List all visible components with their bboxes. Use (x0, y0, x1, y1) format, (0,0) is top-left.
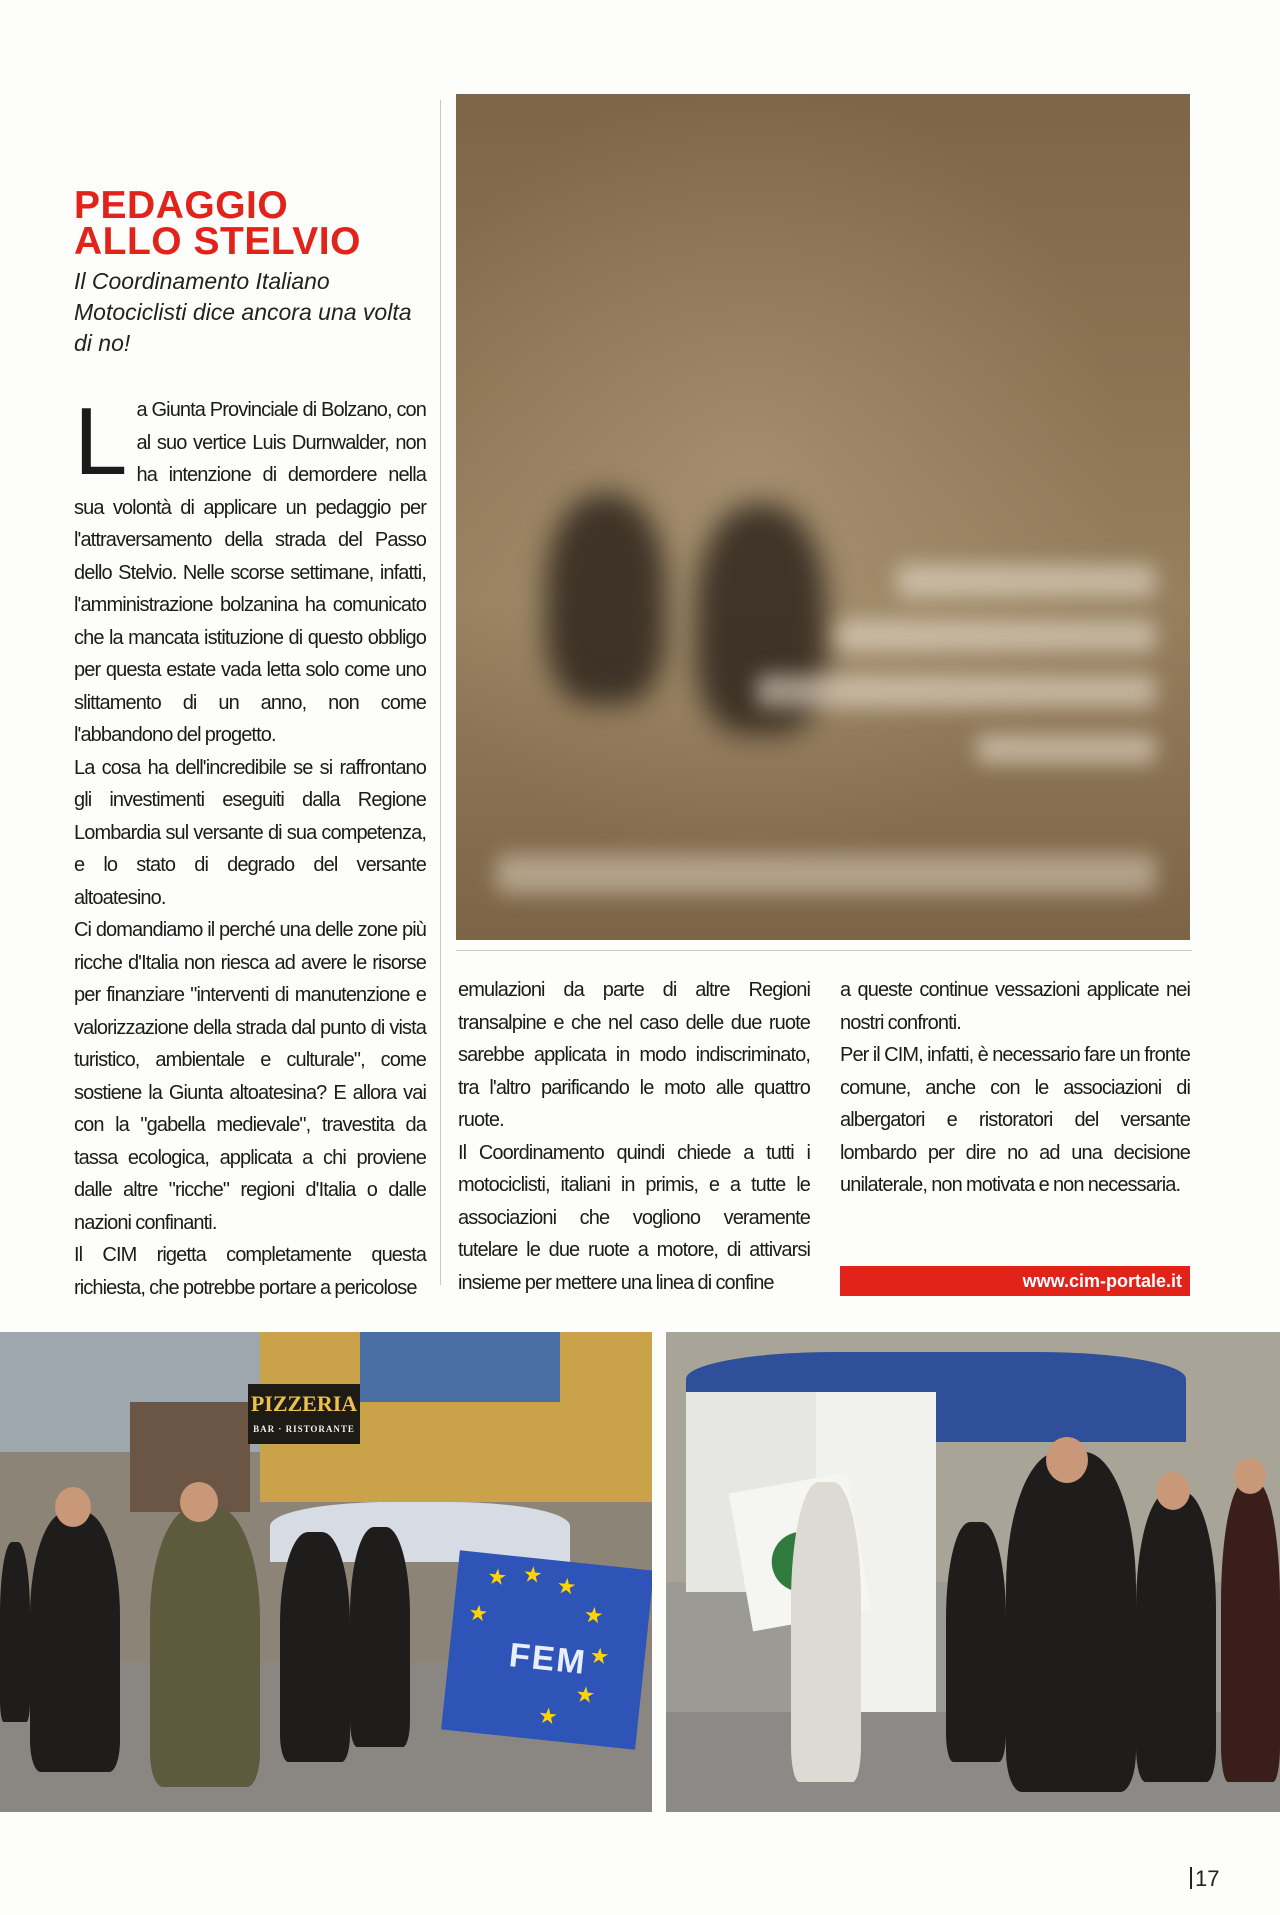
paragraph-6: Il Coordinamento quindi chiede a tutti i motociclisti, italiani in primis, e a tutte le associazioni che vogliono veramente tutelare le due ruote a motore, di attivarsi insieme per mettere una linea di confine (458, 1141, 810, 1294)
person-head (1234, 1458, 1266, 1494)
headline-line-1: PEDAGGIO (74, 184, 289, 227)
person (1006, 1452, 1136, 1792)
website-link-bar[interactable]: www.cim-portale.it (840, 1266, 1190, 1296)
headline-line-2: ALLO STELVIO (74, 220, 361, 263)
fem-flag (441, 1550, 652, 1749)
flag-text: FEM (507, 1636, 589, 1683)
flag-star-icon: ★ (588, 1642, 611, 1670)
paragraph-7: a queste continue vessazioni applicate nei nostri confronti. (840, 979, 1190, 1034)
person (1136, 1492, 1216, 1782)
pizzeria-sign (248, 1384, 360, 1444)
blurred-overlay-text (756, 674, 1156, 708)
flag-star-icon: ★ (555, 1572, 578, 1600)
paragraph-3: Ci domandiamo il perché una delle zone più ricche d'Italia non riesca ad avere le risorse per finanziare "interventi di manutenzione e valorizzazione della strada dal punto di vista turistico, ambientale e culturale", come sostiene la Giunta altoatesina? E allora vai con la "gabella medievale", travestita da tassa ecologica, applicata a chi proviene dalle altre "ricche" regioni d'Italia o dalle nazioni confinanti. (74, 919, 426, 1234)
article-headline (74, 184, 434, 263)
text-column-2 (458, 974, 810, 1299)
blurred-overlay-text (496, 854, 1156, 894)
rider-silhouette-left (546, 494, 666, 704)
column-divider-horizontal (456, 950, 1192, 951)
person (350, 1527, 410, 1747)
event-stand-photo-left (0, 1332, 652, 1812)
flag-star-icon: ★ (574, 1681, 597, 1709)
flag-star-icon: ★ (536, 1702, 560, 1730)
text-column-1 (74, 388, 426, 1304)
flag-star-icon: ★ (521, 1561, 544, 1588)
person-camo-jacket (150, 1507, 260, 1787)
blurred-overlay-text (976, 734, 1156, 764)
blurred-riders-photo (456, 94, 1190, 940)
flag-star-icon: ★ (467, 1599, 490, 1627)
paragraph-1-text: a Giunta Provinciale di Bolzano, con al suo vertice Luis Durnwalder, non ha intenzione di demordere nella sua volontà di applicare un pedaggio per l'attraversamento della strada del Passo dello Stelvio. Nelle scorse settimane, infatti, l'amministrazione bolzanina ha comunicato che la mancata istituzione di questo obbligo per questa estate vada letta solo come uno slittamento di un anno, non come l'abbandono del progetto. (74, 399, 426, 746)
person-head (180, 1482, 218, 1522)
pizzeria-sign-text: PIZZERIA (250, 1391, 358, 1416)
person-white-jacket (791, 1482, 861, 1782)
paragraph-5: emulazioni da parte di altre Regioni transalpine e che nel caso delle due ruote sarebbe applicata in modo indiscriminato, tra l'altro parificando le moto alle quattro ruote. (458, 979, 810, 1131)
page-number-text: 17 (1195, 1866, 1220, 1891)
person (1221, 1482, 1280, 1782)
paragraph-8: Per il CIM, infatti, è necessario fare un fronte comune, anche con le associazioni di albergatori e ristoratori del versante lombardo per dire no ad una decisione unilaterale, non motivata e non necessaria. (840, 1044, 1190, 1196)
column-divider-vertical (440, 100, 441, 1285)
person (946, 1522, 1006, 1762)
person (280, 1532, 350, 1762)
page-number (1190, 1866, 1219, 1892)
blurred-overlay-text (896, 564, 1156, 598)
person-head (55, 1487, 91, 1527)
flag-star-icon: ★ (486, 1563, 509, 1591)
person (30, 1512, 120, 1772)
flag-star-icon: ★ (582, 1601, 605, 1629)
drop-cap: L (74, 388, 127, 495)
person (0, 1542, 30, 1722)
paragraph-4: Il CIM rigetta completamente questa richiesta, che potrebbe portare a pericolose (74, 1244, 426, 1299)
paragraph-2: La cosa ha dell'incredibile se si raffrontano gli investimenti eseguiti dalla Regione Lombardia sul versante di sua competenza, e lo stato di degrado del versante altoatesino. (74, 756, 426, 909)
building-windows (360, 1332, 560, 1402)
page-number-divider (1190, 1867, 1192, 1889)
event-tent-photo-right (666, 1332, 1280, 1812)
blurred-overlay-text (836, 619, 1156, 653)
person-head (1046, 1437, 1088, 1483)
person-head (1156, 1472, 1190, 1510)
text-column-3 (840, 974, 1190, 1202)
pizzeria-sign-subtext: BAR · RISTORANTE (253, 1424, 355, 1434)
article-subheading: Il Coordinamento Italiano Motociclisti dice ancora una volta di no! (74, 268, 412, 356)
paragraph-1 (74, 388, 426, 752)
